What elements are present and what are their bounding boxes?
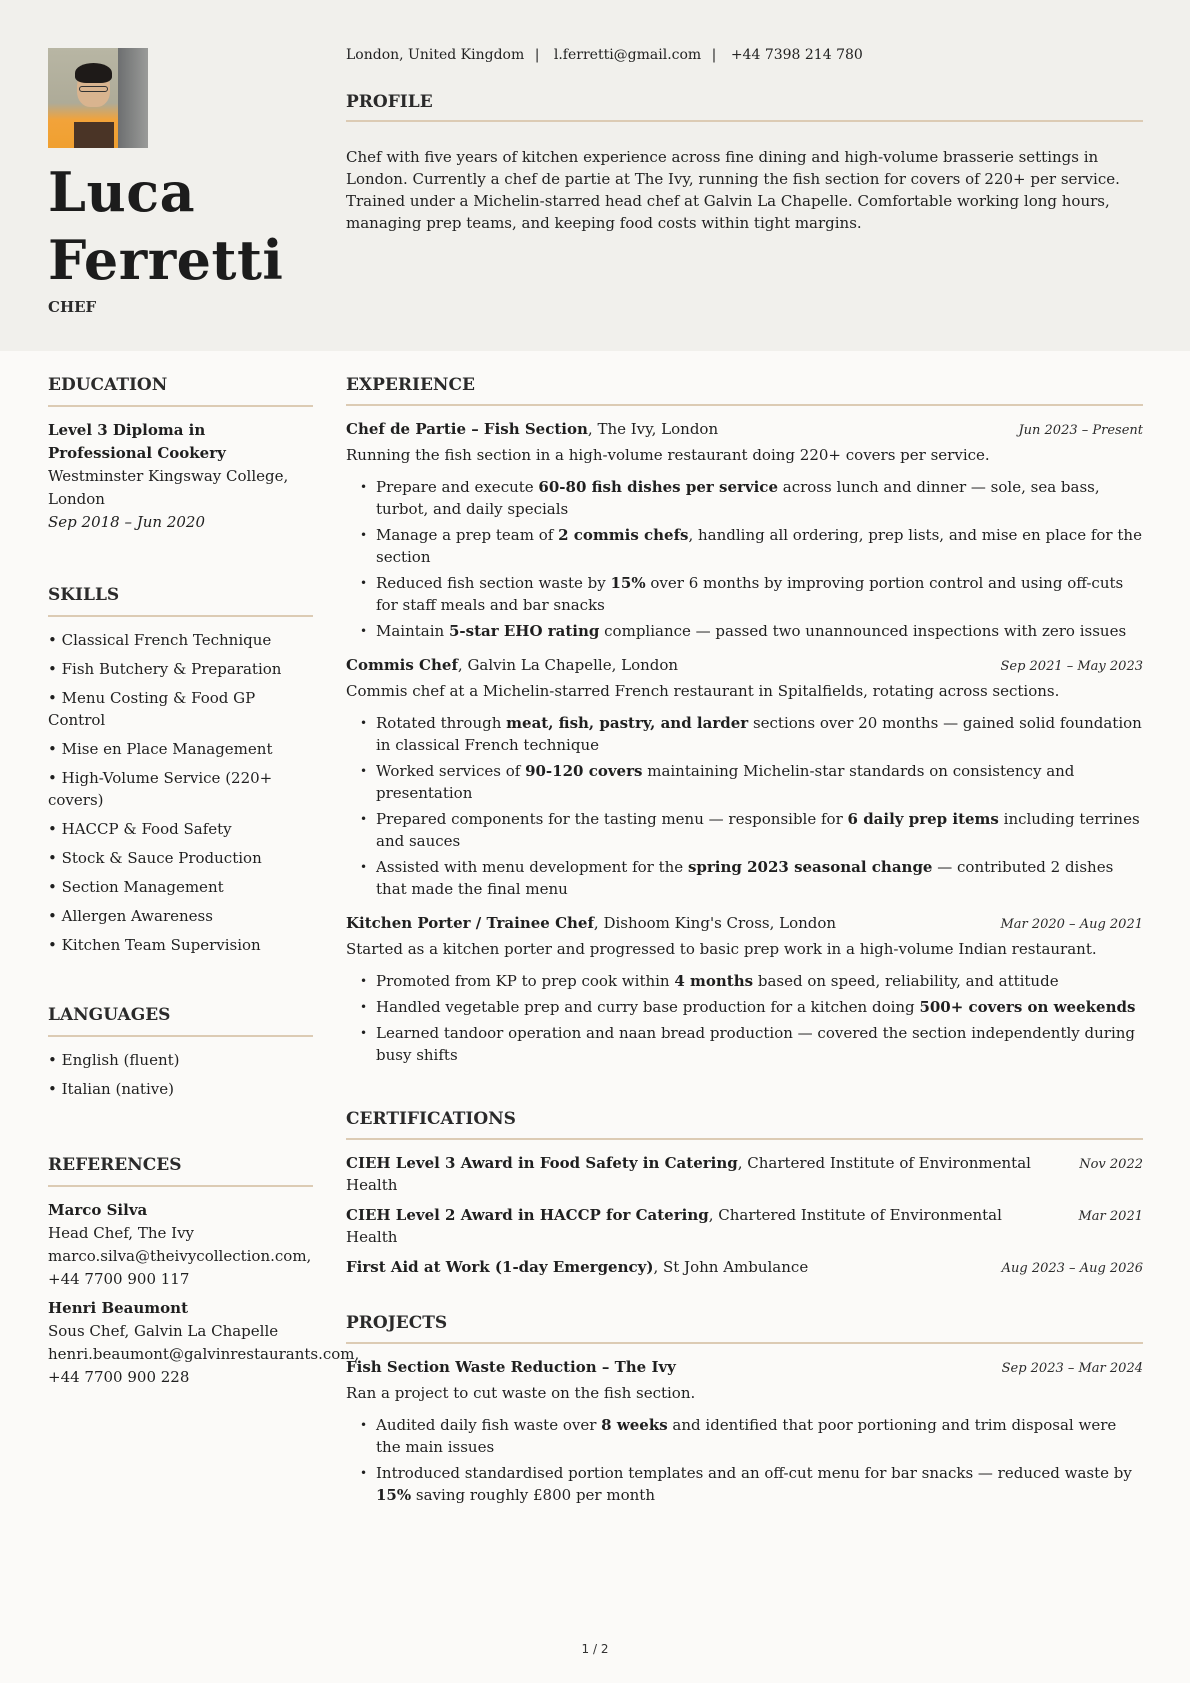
photo-hair	[75, 63, 112, 83]
job-bullet: • Rotated through meat, fish, pastry, and larder sections over 20 months — gained solid foundation in classical French technique	[376, 712, 1143, 756]
skills-list	[48, 629, 313, 956]
section-title-certifications: CERTIFICATIONS	[346, 1108, 1143, 1140]
section-title-references: REFERENCES	[48, 1154, 313, 1187]
first-name: Luca	[48, 160, 196, 224]
job-entry	[346, 912, 1143, 1066]
reference-contact[interactable]: marco.silva@theivycollection.com, +44 7700 900 117	[48, 1247, 312, 1288]
job-title-line	[346, 418, 718, 440]
job-title: Commis Chef	[346, 656, 458, 674]
job-bullet: • Prepare and execute 60-80 fish dishes per service across lunch and dinner — sole, sea bass, turbot, and daily specials	[376, 476, 1143, 520]
education-degree: Level 3 Diploma in Professional Cookery	[48, 421, 226, 462]
education-section	[48, 374, 313, 534]
job-bullet: • Learned tandoor operation and naan bread production — covered the section independently during busy shifts	[376, 1022, 1143, 1066]
candidate-name	[48, 158, 283, 294]
certification-name: CIEH Level 3 Award in Food Safety in Catering	[346, 1154, 738, 1172]
job-entry	[346, 418, 1143, 642]
job-description: Commis chef at a Michelin-starred French restaurant in Spitalfields, rotating across sections.	[346, 682, 1060, 700]
section-title-languages: LANGUAGES	[48, 1004, 313, 1037]
right-column	[346, 374, 1143, 1518]
project-description: Ran a project to cut waste on the fish section.	[346, 1384, 696, 1402]
job-bullet: • Assisted with menu development for the spring 2023 seasonal change — contributed 2 dishes that made the final menu	[376, 856, 1143, 900]
certification-item	[346, 1152, 1143, 1196]
job-bullets	[346, 476, 1143, 642]
certification-name: First Aid at Work (1-day Emergency)	[346, 1258, 654, 1276]
certification-date: Aug 2023 – Aug 2026	[1001, 1261, 1143, 1276]
language-item: • Italian (native)	[48, 1080, 174, 1098]
job-bullet: • Worked services of 90-120 covers maintaining Michelin-star standards on consistency and presentation	[376, 760, 1143, 804]
skill-item: • Kitchen Team Supervision	[48, 936, 261, 954]
contact-location: London, United Kingdom	[346, 47, 525, 63]
certification-name: CIEH Level 2 Award in HACCP for Catering	[346, 1206, 709, 1224]
certification-issuer: , St John Ambulance	[653, 1258, 809, 1276]
skill-item: • Stock & Sauce Production	[48, 849, 262, 867]
skill-item: • Classical French Technique	[48, 631, 272, 649]
certification-item	[346, 1204, 1143, 1248]
job-bullet: • Prepared components for the tasting menu — responsible for 6 daily prep items including terrines and sauces	[376, 808, 1143, 852]
certification-item	[346, 1256, 1143, 1280]
photo-glasses	[79, 86, 108, 92]
reference-name: Henri Beaumont	[48, 1299, 189, 1317]
reference-position: Sous Chef, Galvin La Chapelle	[48, 1322, 279, 1340]
certification-date: Mar 2021	[1078, 1209, 1143, 1224]
left-column	[48, 374, 360, 1427]
project-bullet: • Introduced standardised portion templates and an off-cut menu for bar snacks — reduced waste by 15% saving roughly £800 per month	[376, 1462, 1143, 1506]
job-bullet: • Manage a prep team of 2 commis chefs, handling all ordering, prep lists, and mise en place for the section	[376, 524, 1143, 568]
job-employer: , Dishoom King's Cross, London	[593, 914, 837, 932]
candidate-role: CHEF	[48, 298, 97, 316]
job-dates: Sep 2021 – May 2023	[1000, 659, 1143, 674]
job-bullets	[346, 712, 1143, 900]
reference-contact[interactable]: henri.beaumont@galvinrestaurants.com, +44 7700 900 228	[48, 1345, 360, 1386]
reference-name: Marco Silva	[48, 1201, 148, 1219]
job-bullet: • Reduced fish section waste by 15% over 6 months by improving portion control and using off-cuts for staff meals and bar snacks	[376, 572, 1143, 616]
job-title-line	[346, 654, 678, 676]
skills-section	[48, 584, 313, 956]
skill-item: • Fish Butchery & Preparation	[48, 660, 282, 678]
job-dates: Mar 2020 – Aug 2021	[1000, 917, 1143, 932]
certification-issuer: , Chartered Institute of Environmental Health	[346, 1206, 1002, 1246]
skill-item: • Allergen Awareness	[48, 907, 213, 925]
skill-item: • High-Volume Service (220+ covers)	[48, 769, 273, 809]
job-dates: Jun 2023 – Present	[1018, 423, 1143, 438]
project-dates: Sep 2023 – Mar 2024	[1001, 1361, 1143, 1376]
job-employer: , Galvin La Chapelle, London	[457, 656, 679, 674]
job-employer: , The Ivy, London	[587, 420, 719, 438]
section-title-experience: EXPERIENCE	[346, 374, 1143, 406]
job-bullet: • Handled vegetable prep and curry base production for a kitchen doing 500+ covers on weekends	[376, 996, 1143, 1018]
project-bullets	[346, 1414, 1143, 1506]
section-title-profile: PROFILE	[346, 92, 1143, 122]
profile-photo	[48, 48, 148, 148]
section-title-education: EDUCATION	[48, 374, 313, 407]
skill-item: • Mise en Place Management	[48, 740, 273, 758]
experience-section	[346, 374, 1143, 1066]
contact-separator: |	[711, 47, 717, 63]
project-bullet: • Audited daily fish waste over 8 weeks and identified that poor portioning and trim disposal were the main issues	[376, 1414, 1143, 1458]
job-title-line	[346, 912, 836, 934]
skill-item: • Menu Costing & Food GP Control	[48, 689, 256, 729]
photo-background-window	[118, 48, 148, 148]
job-bullet: • Maintain 5-star EHO rating compliance — passed two unannounced inspections with zero issues	[376, 620, 1143, 642]
reference-item	[48, 1199, 313, 1291]
job-description: Started as a kitchen porter and progressed to basic prep work in a high-volume Indian restaurant.	[346, 940, 1097, 958]
photo-apron	[74, 122, 114, 148]
job-bullet: • Promoted from KP to prep cook within 4 months based on speed, reliability, and attitude	[376, 970, 1143, 992]
languages-list	[48, 1049, 313, 1100]
skill-item: • HACCP & Food Safety	[48, 820, 232, 838]
section-title-skills: SKILLS	[48, 584, 313, 617]
contact-separator: |	[534, 47, 540, 63]
last-name: Ferretti	[48, 228, 284, 292]
job-bullets	[346, 970, 1143, 1066]
certification-date: Nov 2022	[1079, 1157, 1143, 1172]
contact-line	[346, 47, 863, 63]
project-title: Fish Section Waste Reduction – The Ivy	[346, 1358, 676, 1376]
certification-issuer: , Chartered Institute of Environmental Health	[346, 1154, 1031, 1194]
education-school: Westminster Kingsway College, London	[48, 467, 289, 508]
skill-item: • Section Management	[48, 878, 224, 896]
certifications-section	[346, 1108, 1143, 1280]
job-description: Running the fish section in a high-volume restaurant doing 220+ covers per service.	[346, 446, 990, 464]
job-entry	[346, 654, 1143, 900]
contact-phone[interactable]: +44 7398 214 780	[730, 47, 863, 63]
projects-section	[346, 1312, 1143, 1506]
profile-text: Chef with five years of kitchen experience across fine dining and high-volume brasserie settings in London. Currently a chef de partie at The Ivy, running the fish section for covers of 220+ per service. Trained under a Michelin-starred head chef at Galvin La Chapelle. Comfortable working long hours, managing prep teams, and keeping food costs within tight margins.	[346, 148, 1120, 232]
project-entry	[346, 1356, 1143, 1506]
contact-email[interactable]: l.ferretti@gmail.com	[553, 47, 702, 63]
section-title-projects: PROJECTS	[346, 1312, 1143, 1344]
job-title: Kitchen Porter / Trainee Chef	[346, 914, 594, 932]
job-title: Chef de Partie – Fish Section	[346, 420, 588, 438]
languages-section	[48, 1004, 313, 1100]
profile-section	[346, 92, 1143, 234]
page-number: 1 / 2	[581, 1642, 609, 1656]
references-section	[48, 1154, 360, 1389]
language-item: • English (fluent)	[48, 1051, 180, 1069]
education-dates: Sep 2018 – Jun 2020	[48, 513, 206, 531]
reference-item	[48, 1297, 360, 1389]
reference-position: Head Chef, The Ivy	[48, 1224, 195, 1242]
